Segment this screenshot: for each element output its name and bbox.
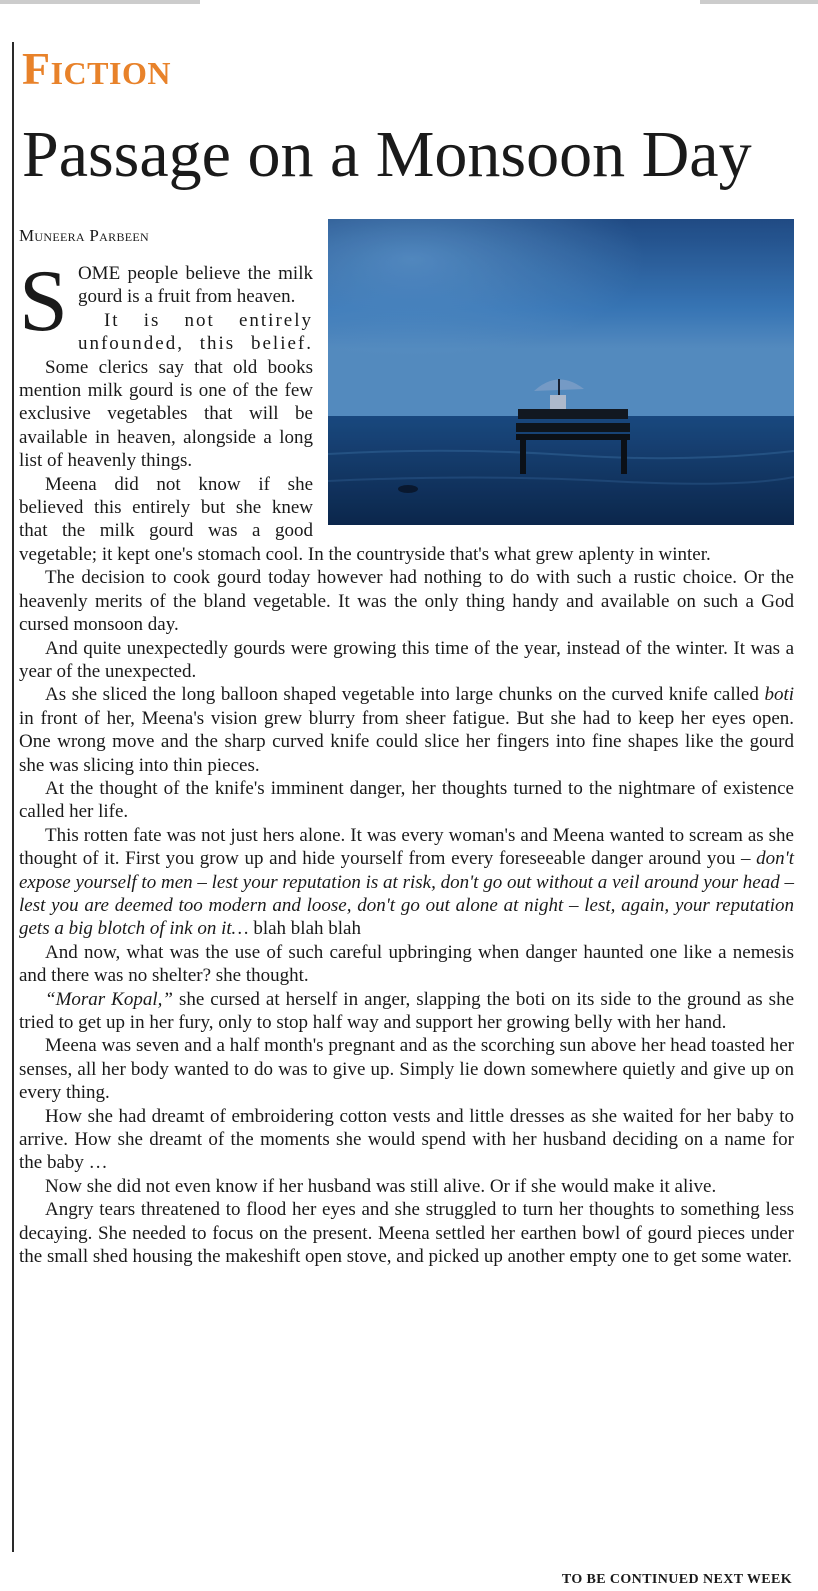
- page-top-strip: [0, 0, 818, 4]
- paragraph-3: Some clerics say that old books mention milk gourd is one of the few exclusive vegetables that will be available in heaven, alongside a long list of heavenly things.: [19, 356, 313, 472]
- headline: Passage on a Monsoon Day: [22, 118, 752, 191]
- paragraph-9: [19, 824, 794, 941]
- paragraph-14: Now she did not even know if her husband was still alive. Or if she would make it alive.: [45, 1175, 717, 1197]
- paragraph-8: At the thought of the knife's imminent danger, her thoughts turned to the nightmare of existence called her life.: [19, 777, 794, 823]
- paragraph-4: Meena did not know if she believed this entirely but she knew that the milk gourd was a good vegetable; it kept one's stomach cool. In the countryside that's what grew aplenty in winter.: [19, 473, 711, 565]
- paragraph-7: [19, 683, 794, 777]
- paragraph-11-italic: “Morar Kopal,”: [45, 988, 173, 1010]
- paragraph-9-italic: don't expose yourself to men – lest your reputation is at risk, don't go out without a veil around your head – lest you are deemed too modern and loose, don't go out alone at night – lest, again, your reputation gets a big blotch of ink on it…: [19, 848, 794, 940]
- article-body: [19, 253, 795, 1268]
- paragraph-7-italic: boti: [764, 684, 794, 706]
- paragraph-11: [19, 988, 794, 1035]
- column-rule: [12, 42, 14, 1552]
- paragraph-13: How she had dreamt of embroidering cotton vests and little dresses as she waited for her baby to arrive. How she dreamt of the moments she would spend with her husband deciding on a name for the baby …: [19, 1105, 794, 1174]
- paragraph-10: And now, what was the use of such careful upbringing when danger haunted one like a nemesis and there was no shelter? she thought.: [19, 941, 794, 987]
- paragraph-1-text: OME people believe the milk gourd is a fruit from heaven.: [77, 263, 313, 308]
- paragraph-5: The decision to cook gourd today however had nothing to do with such a rustic choice. Or the heavenly merits of the bland vegetable. It was the only thing handy and available on such a God cursed monsoon day.: [19, 567, 794, 636]
- section-label: Fiction: [22, 43, 171, 94]
- paragraph-7-b: in front of her, Meena's vision grew blurry from sheer fatigue. But she had to keep her eyes open. One wrong move and the sharp curved knife could slice her fingers into fine shapes like the gourd she was slicing into thin pieces.: [19, 707, 794, 776]
- drop-cap: S: [19, 253, 68, 350]
- continued-notice: TO BE CONTINUED NEXT WEEK: [561, 1572, 792, 1587]
- paragraph-7-a: As she sliced the long balloon shaped vegetable into large chunks on the curved knife called: [45, 684, 765, 706]
- paragraph-2: It is not entirely unfounded, this belief.: [77, 309, 313, 355]
- photo-float-space: [313, 262, 794, 534]
- paragraph-12: Meena was seven and a half month's pregnant and as the scorching sun above her head toasted her senses, all her body wanted to do was to give up. Simply lie down somewhere quietly and give up on every thing.: [19, 1035, 794, 1104]
- paragraph-11-b: she cursed at herself in anger, slapping the boti on its side to the ground as she tried to get up in her fury, only to stop half way and support her growing belly with her hand.: [19, 988, 795, 1033]
- byline: Muneera Parbeen: [19, 226, 149, 245]
- paragraph-9-b: blah blah blah: [248, 918, 361, 940]
- paragraph-6: And quite unexpectedly gourds were growing this time of the year, instead of the winter. It was a year of the unexpected.: [19, 637, 794, 682]
- paragraph-9-a: This rotten fate was not just hers alone. It was every woman's and Meena wanted to scream as she thought of it. First you grow up and hide yourself from every foreseeable danger around you –: [19, 824, 794, 870]
- paragraph-15: Angry tears threatened to flood her eyes and she struggled to turn her thoughts to something less decaying. She needed to focus on the present. Meena settled her earthen bowl of gourd pieces under the small shed housing the makeshift open stove, and picked up another empty one to get some water.: [19, 1199, 794, 1268]
